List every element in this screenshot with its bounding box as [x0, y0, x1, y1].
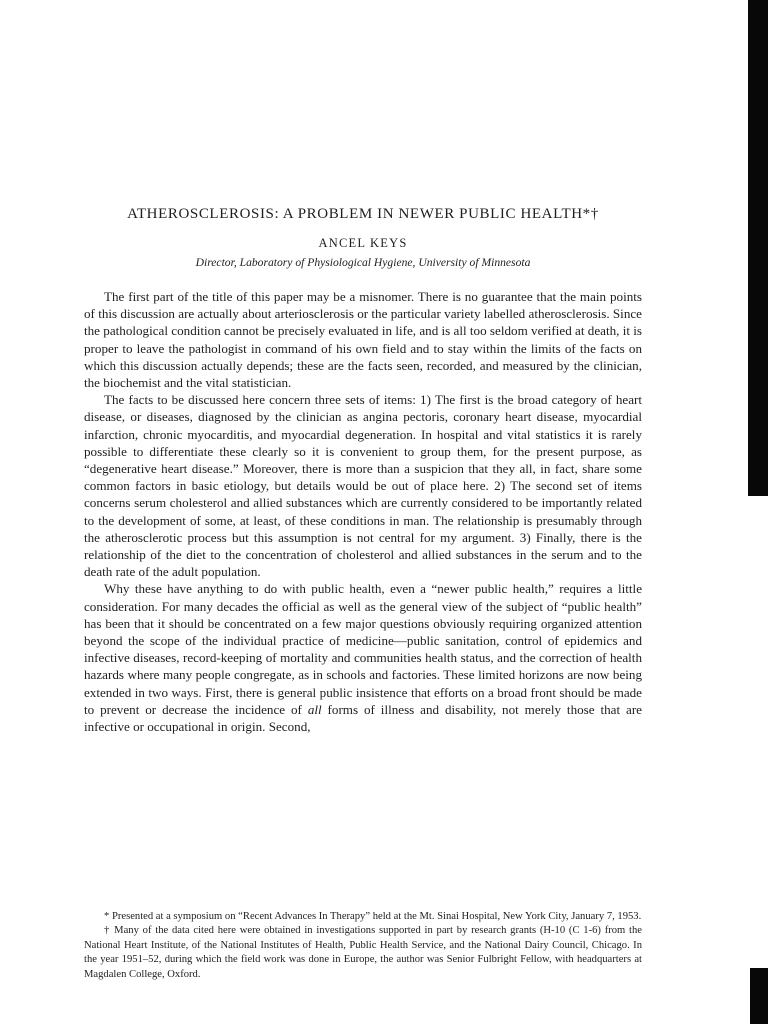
- paragraph-3-part-2: forms of illness and disability, not merely those that are infective or occupational in origin. Second,: [84, 701, 642, 735]
- scan-edge-bar-bottom: [750, 968, 768, 1024]
- scan-edge-bar-top: [748, 0, 768, 496]
- paragraph-3: [84, 580, 642, 735]
- article-body: [84, 288, 642, 735]
- footnote-funding: † Many of the data cited here were obtained in investigations supported in part by research grants (H-10 (C 1-6) from the National Heart Institute, of the National Institutes of Health, Public Health Service, and the National Dairy Council, Chicago. In the year 1951–52, during which the field work was done in Europe, the author was Senior Fulbright Fellow, with headquarters at Magdalen College, Oxford.: [84, 925, 642, 980]
- paragraph-2: The facts to be discussed here concern three sets of items: 1) The first is the broad category of heart disease, or diseases, diagnosed by the clinician as angina pectoris, coronary heart disease, myocardial infarction, chronic myocarditis, and myocardial degeneration. In hospital and vital statistics it is rarely possible to differentiate these clearly so it is convenient to group them, for the present purpose, as “degenerative heart disease.” Moreover, there is more than a suspicion that they all, in fact, share some common factors in basic etiology, but details would be out of place here. 2) The second set of items concerns serum cholesterol and allied substances which are currently considered to be importantly related to the development of some, at least, of these conditions in man. The relationship is presumably through the atherosclerotic process but this assumption is not central for my argument. 3) Finally, there is the relationship of the diet to the concentration of cholesterol and allied substances in the serum and to the death rate of the adult population.: [84, 392, 642, 580]
- footnotes: [84, 910, 642, 982]
- article-title: ATHEROSCLEROSIS: A PROBLEM IN NEWER PUBLIC HEALTH*†: [127, 206, 599, 222]
- author-affiliation: Director, Laboratory of Physiological Hygiene, University of Minnesota: [195, 256, 531, 269]
- article-author: ANCEL KEYS: [318, 236, 408, 250]
- footnote-symposium: * Presented at a symposium on “Recent Advances In Therapy” held at the Mt. Sinai Hospital, New York City, January 7, 1953.: [104, 911, 642, 922]
- paragraph-3-part-1: Why these have anything to do with public health, even a “newer public health,” requires a little consideration. For many decades the official as well as the general view of the subject of “public health” has been that it should be concentrated on a few major questions obviously requiring organized attention beyond the scope of the individual practice of medicine—public sanitation, control of epidemics and infective diseases, record-keeping of mortality and communities health status, and the correction of health hazards where many people congregate, as in schools and factories. These limited horizons are now being extended in two ways. First, there is general public insistence that efforts on a broad front should be made to prevent or decrease the incidence of: [84, 581, 642, 717]
- article-page: [84, 206, 642, 735]
- paragraph-1: The first part of the title of this paper may be a misnomer. There is no guarantee that the main points of this discussion are actually about arteriosclerosis or the particular variety labelled atherosclerosis. Since the pathological condition cannot be precisely evaluated in life, and is all too seldom verified at death, it is proper to leave the pathologist in command of his own field and to stay within the limits of the facts on which this discussion actually depends; these are the facts seen, recorded, and measured by the clinician, the biochemist and the vital statistician.: [84, 289, 642, 391]
- paragraph-3-emphasis: all: [307, 701, 322, 717]
